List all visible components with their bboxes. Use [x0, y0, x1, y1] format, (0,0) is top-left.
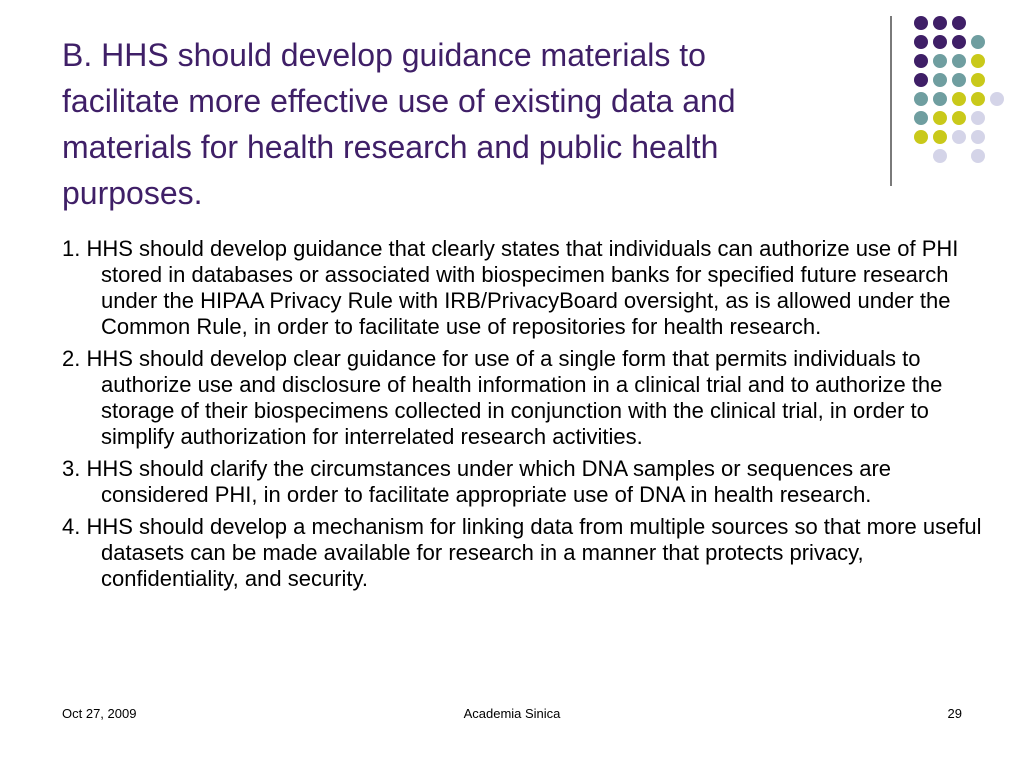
- dot: [914, 16, 928, 30]
- dot: [971, 92, 985, 106]
- dot: [933, 130, 947, 144]
- title-divider: [890, 16, 892, 186]
- page-number: 29: [947, 706, 962, 721]
- dot: [952, 73, 966, 87]
- dot: [952, 54, 966, 68]
- dot: [952, 35, 966, 49]
- dot: [971, 54, 985, 68]
- dot: [914, 54, 928, 68]
- footer-organization: Academia Sinica: [463, 706, 561, 721]
- dot: [952, 130, 966, 144]
- dot: [933, 73, 947, 87]
- dot: [933, 149, 947, 163]
- dot: [971, 130, 985, 144]
- dot: [933, 35, 947, 49]
- dot: [933, 16, 947, 30]
- dot: [952, 92, 966, 106]
- dot: [914, 35, 928, 49]
- list-item: 3. HHS should clarify the circumstances under which DNA samples or sequences are considered PHI, in order to facilitate appropriate use of DNA in health research.: [62, 456, 892, 507]
- list-item: 1. HHS should develop guidance that clearly states that individuals can authorize use of PHI stored in databases or associated with biospecimen banks for specified future research under the HIPAA Privacy Rule with IRB/PrivacyBoard oversight, as is allowed under the Common Rule, in order to facilitate use of repositories for health research.: [62, 236, 959, 339]
- dot: [914, 73, 928, 87]
- slide-title: B. HHS should develop guidance materials to facilitate more effective use of existing data and materials for health research and public health purposes.: [62, 37, 736, 211]
- recommendation-list: [62, 236, 982, 598]
- dot: [933, 92, 947, 106]
- dot: [914, 111, 928, 125]
- dot: [971, 35, 985, 49]
- dot: [952, 111, 966, 125]
- dot: [971, 73, 985, 87]
- list-item: 2. HHS should develop clear guidance for use of a single form that permits individuals to authorize use and disclosure of health information in a clinical trial and to authorize the storage of their biospecimens collected in conjunction with the clinical trial, in order to simplify authorization for interrelated research activities.: [62, 346, 943, 449]
- dot: [933, 54, 947, 68]
- dot: [971, 149, 985, 163]
- list-item: 4. HHS should develop a mechanism for linking data from multiple sources so that more useful datasets can be made available for research in a manner that protects privacy, confidentiality, and security.: [62, 514, 982, 591]
- footer-date: Oct 27, 2009: [62, 706, 137, 721]
- dot: [914, 130, 928, 144]
- dot: [914, 92, 928, 106]
- dot: [990, 92, 1004, 106]
- dot: [952, 16, 966, 30]
- dot: [971, 111, 985, 125]
- dot: [933, 111, 947, 125]
